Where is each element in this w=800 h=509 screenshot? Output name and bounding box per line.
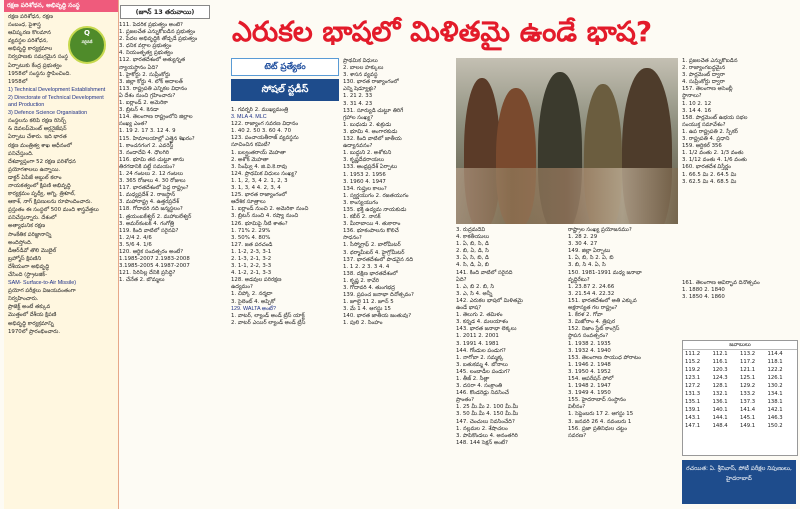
- article-line: సాంకేతిక పరిజ్ఞానాన్ని: [8, 231, 52, 238]
- badge-letter: Q: [84, 29, 90, 37]
- question-line: 120. ఆర్థిక సంవత్సరం అంటే?: [119, 249, 184, 255]
- answer-item: 113.2: [740, 351, 756, 357]
- quiz-badge: [68, 26, 106, 64]
- question-line: 3. ఎ, సి 4. అన్నీ: [456, 290, 493, 297]
- question-line: 128. అడవుల పరిరక్షణ: [231, 277, 282, 284]
- questions-column-3: [343, 58, 453, 507]
- question-line: ఏ దేశం నుంచి గ్రహించారు?: [119, 92, 176, 99]
- question-line: 3. శాసన వ్యవస్థ: [343, 72, 378, 79]
- question-line: 135. భక్తి ఉద్యమ నాయకుడు: [343, 206, 407, 213]
- question-line: 1. ప్రజలచేత ఎన్నుకోబడిన ప్రభుత్వం: [119, 29, 196, 36]
- question-line: 1. నాగోబా 2. సమ్మక్క: [456, 354, 504, 361]
- question-line: సంఖ్య ఎంత?: [119, 121, 148, 128]
- question-line: తిరగడానికి పట్టే సమయం?: [119, 163, 175, 170]
- questions-column-5: [568, 227, 678, 507]
- question-line: విలీనం?: [568, 404, 586, 411]
- question-line: 141. కింది వాటిలో సరైనది: [456, 269, 513, 276]
- question-line: 1. 1, 2, 3, 4 2. 1, 2, 3: [231, 177, 288, 184]
- question-line: 3. 50% 4. 80%: [231, 234, 271, 241]
- question-line: 122. రాజ్యాంగ సవరణ విధానం: [231, 121, 299, 128]
- question-line: 1. జూలై 11 2. జూన్ 5: [343, 299, 394, 306]
- question-line: 1. 23.87 2. 24.66: [568, 283, 615, 290]
- answer-item: 127.2: [685, 383, 701, 389]
- answer-item: 131.3: [685, 391, 701, 397]
- answer-item: 132.1: [712, 391, 728, 397]
- question-line: 3. ఏ, సి, బి, డి: [456, 255, 489, 262]
- question-line: వృద్ధిరేటు?: [568, 276, 590, 283]
- answer-key-box: [682, 340, 798, 456]
- question-line: 1. పులి 2. సింహం: [343, 320, 383, 327]
- answer-item: 129.2: [740, 383, 756, 389]
- question-line: 3. భూమి 4. అంగారకుడు: [343, 128, 398, 135]
- question-line: 3. 30 4. 27: [568, 241, 598, 248]
- article-line: సంబంధ, పైశాస్త్ర: [8, 22, 41, 29]
- question-line: 2. అశోక్ మెహతా: [231, 156, 269, 163]
- answer-item: 115.2: [685, 359, 701, 365]
- article-line: నిర్వహణకు సమగ్రమైన సంస్థ: [8, 54, 68, 61]
- question-line: 146. కొండరెడ్లు నివసించే: [456, 390, 509, 397]
- question-line: 127. జత పరచండి: [231, 241, 273, 248]
- question-line: 138. దక్షిణ భారతదేశంలో: [343, 270, 398, 277]
- answer-item: 122.2: [767, 367, 783, 373]
- question-line: 1. 1/2 వంతు 2. 1/3 వంతు: [682, 150, 744, 157]
- question-line: 3. మే 1 4. ఆగస్టు 15: [343, 306, 391, 313]
- question-line: 2. బి, ఏ, డి, సి: [456, 248, 489, 255]
- question-line: 134. గుప్తుల కాలం?: [343, 185, 387, 192]
- article-line: 1958లో సంస్థను స్థాపించింది.: [8, 70, 71, 77]
- question-line: 1. 19 2. 17 3. 12 4. 9: [119, 128, 176, 135]
- question-line: 118. గోదావరి నది జన్మస్థలం?: [119, 206, 183, 213]
- question-line: 3. అమర్‌కంటక్ 4. గంగోత్రి: [119, 220, 175, 227]
- question-line: 1. 1946 2. 1948: [568, 361, 611, 368]
- subject-label: సోషల్ స్టడీస్: [231, 79, 339, 101]
- article-line: డాక్టర్ ఏపీజే అబ్దుల్ కలాం: [8, 174, 62, 181]
- question-line: 144. గోండుల పండుగ?: [456, 347, 506, 354]
- question-line: 3. కాంస్యయుగం: [343, 199, 379, 206]
- question-line: 125. భారత రాజ్యాంగంలో: [231, 192, 287, 199]
- question-line: 1. 10 2. 12: [682, 100, 712, 107]
- question-line: 3. 1960 4. 1947: [343, 178, 386, 185]
- question-line: 1. తీజ్ 2. సీత్లా: [456, 375, 490, 382]
- question-line: సూచించిన కమిటీ?: [231, 142, 271, 149]
- article-line: దేశీయంగా అభివృద్ధి: [8, 263, 50, 270]
- special-label: టెట్ ప్రత్యేకం: [231, 58, 339, 76]
- article-line: & డెవలప్‌మెంట్ ఆర్గనైజేషన్: [8, 126, 67, 133]
- question-line: 1. సీస్మోగ్రాఫ్ 2. బారోమీటర్: [343, 242, 401, 249]
- question-line: గ్రహాల సంఖ్య?: [343, 114, 374, 121]
- answer-item: 133.2: [740, 391, 756, 397]
- question-line: 3. బి, సి 4. ఏ, సి: [568, 262, 606, 269]
- question-line: 3. MLA 4. MLC: [231, 114, 267, 121]
- answer-item: 139.1: [685, 407, 701, 413]
- answer-item: 137.3: [740, 399, 756, 405]
- page-headline: ఎరుకల భాషలో మిళితమై ఉండే భాష?: [232, 15, 653, 48]
- article-line: SAM- Surface-to-Air Missile): [8, 280, 76, 287]
- question-line: 1. చిప్కో 2. నర్మదా: [231, 291, 273, 298]
- question-line: 140. భారత జాతీయ జంతువు?: [343, 313, 412, 320]
- question-line: 155. హైదరాబాద్ సంస్థానం: [568, 397, 626, 404]
- article-line: రక్షణ పరిశోధన, రక్షణ: [8, 14, 53, 20]
- article-line: డీఆర్‌డీవో తొలి మొబైల్: [8, 247, 57, 254]
- answer-item: 130.2: [767, 383, 783, 389]
- article-line: ప్రస్తుతం ఈ సంస్థలో 500 మంది శాస్త్రవేత్తలు: [8, 207, 99, 214]
- question-line: 113. రాష్ట్రపతి ఎన్నికల విధానం: [119, 85, 187, 92]
- article-line: నాయకత్వంలో క్షిపణి అభివృద్ధి: [8, 182, 71, 189]
- answer-item: 134.1: [767, 391, 783, 397]
- question-line: 1. గవర్నర్ 2. ముఖ్యమంత్రి: [231, 107, 289, 113]
- answer-item: 119.2: [685, 367, 701, 373]
- article-line: ప్రాజెక్ట్ అంటే తక్కువ: [8, 304, 51, 311]
- question-line: 1. 2011 2. 2001: [456, 333, 499, 340]
- answer-item: 128.1: [712, 383, 728, 389]
- article-line: బ్రహ్మోస్ క్షిపణిని: [8, 255, 42, 262]
- question-line: 1. కేరళ 2. గోవా: [568, 312, 603, 319]
- question-line: 3. బ్రిటన్ 4. కెనడా: [119, 107, 159, 114]
- continuation-tag: (జూన్ 13 తరువాయి): [120, 5, 210, 19]
- question-line: 3. 62.5 మి 4. 68.5 మి: [682, 178, 737, 185]
- question-line: 1. తెలుగు 2. తమిళం: [456, 312, 503, 319]
- question-line: 1. ఏ, బి, సి 2. ఏ, బి: [568, 255, 614, 262]
- article-line: 1) Technical Development Establishment: [8, 86, 106, 93]
- photo-cloth: [456, 168, 678, 224]
- question-line: 2. పేదల అభివృద్ధికి తోడ్పడే ప్రభుత్వం: [119, 36, 198, 43]
- tribal-women-photo: [456, 58, 678, 224]
- article-line: ఏర్పాటు చేశారు. ఇది భారత: [8, 134, 67, 141]
- question-line: సాధనం?: [343, 235, 362, 242]
- answer-item: 142.1: [767, 407, 783, 413]
- question-line: 152. నిజాం స్టేట్ కాంగ్రెస్: [568, 326, 620, 333]
- question-line: 161. తెలంగాణ ఆవిర్భావ దినోత్సవం: [682, 280, 760, 286]
- question-line: 2. వాటర్ ఎయిర్ ల్యాండ్ అండ్ ట్రీస్: [231, 319, 306, 326]
- question-line: 1. బల్వంతరాయ్ మెహతా: [231, 149, 286, 156]
- article-line: దేశవ్యాప్తంగా 52 రక్షణ పరిశోధన: [8, 158, 76, 165]
- answer-item: 121.1: [740, 367, 756, 373]
- question-line: 1. 1938 2. 1935: [568, 340, 611, 347]
- answer-item: 117.2: [740, 359, 756, 365]
- answer-item: 120.3: [712, 367, 728, 373]
- question-line: 1. ఐర్లాండ్ నుంచి 2. అమెరికా నుంచి: [231, 206, 309, 213]
- article-line: చేసింది (స్ట్రాటజిక్-: [8, 272, 48, 278]
- question-line: 158. పార్లమెంట్ ఉభయ సభల: [682, 114, 748, 121]
- question-line: 1. ఏ, బి, సి, డి: [456, 241, 489, 248]
- answer-item: 125.1: [740, 375, 756, 381]
- question-line: 116. భూమి తన చుట్టూ తాను: [119, 156, 185, 163]
- article-line: సంస్థలను కలిపి రక్షణ రిసెర్చ్: [8, 118, 67, 125]
- questions-column-6: [682, 58, 796, 278]
- article-line: ప్రయోగ పరీక్షలు విజయవంతంగా: [8, 288, 76, 295]
- answer-item: 150.2: [767, 423, 783, 429]
- question-line: 3. 1932 4. 1940: [568, 347, 611, 354]
- question-line: అక్షరాస్యత గల రాష్ట్రం?: [568, 305, 618, 312]
- question-line: 143. భారత జనాభా లెక్కలు: [456, 326, 517, 333]
- question-line: 4. కాకతీయులు: [456, 234, 490, 241]
- question-line: 3. 1991 4. 1981: [456, 340, 499, 347]
- question-line: స్థాపన సంవత్సరం?: [568, 333, 609, 340]
- question-line: 2. రాజ్యాంగబద్ధమైన: [682, 65, 726, 72]
- answer-item: 124.3: [712, 375, 728, 381]
- question-line: ఆదేశిక సూత్రాలు: [231, 199, 266, 206]
- question-line: 1. స్వర్ణయుగం 2. రజతయుగం: [343, 192, 409, 199]
- question-line: 111. పేదరిక ప్రభుత్వం అంటే?: [119, 22, 183, 28]
- question-line: 3. 14 4. 16: [682, 107, 712, 114]
- question-line: 1. 1948 2. 1947: [568, 383, 611, 390]
- question-line: 150. 1981-1991 మధ్య జనాభా: [568, 269, 642, 276]
- questions-column-2: [231, 107, 341, 507]
- answer-item: 135.1: [685, 399, 701, 405]
- question-line: 115. హిమాలయాల్లో ఎత్తైన శిఖరం?: [119, 135, 195, 142]
- article-line: కార్యక్రమం పృథ్వీ, అగ్ని, త్రిశూల్,: [8, 191, 76, 198]
- question-line: 3. రాష్ట్రపతి 4. ప్రధాని: [682, 136, 730, 143]
- question-line: 3. జిల్లా కోర్టు 4. లోక్ అదాలత్: [119, 78, 183, 85]
- question-line: 154. ఆపరేషన్ పోలో: [568, 375, 614, 382]
- badge-caption: సరైనదే: [81, 39, 93, 44]
- sidebar-header: రక్షణ పరిశోధన, అభివృద్ధి సంస్థ: [4, 0, 118, 12]
- question-line: 3. నందాదేవి 4. ధౌలగిరి: [119, 149, 169, 156]
- question-line: 1. 71% 2. 29%: [231, 227, 271, 234]
- question-line: 1. 24 గంటలు 2. 12 గంటలు: [119, 170, 184, 177]
- question-line: 1. సెప్టెంబరు 17 2. ఆగస్టు 15: [568, 411, 634, 418]
- answer-item: 144.1: [712, 415, 728, 421]
- question-line: 151. భారతదేశంలో అతి ఎక్కువ: [568, 297, 637, 304]
- question-line: 1.1985-2007 2.1983-2008: [119, 256, 190, 263]
- question-line: 1. కాంచనగంగ 2. ఎవరెస్ట్: [119, 142, 174, 149]
- answer-item: 146.3: [767, 415, 783, 421]
- answer-item: 138.1: [767, 399, 783, 405]
- article-line: అభివృద్ధి కార్యక్రమాన్ని: [8, 320, 54, 327]
- question-line: 157. తెలంగాణ అసెంబ్లీ: [682, 86, 733, 93]
- question-line: ప్రాంతం?: [456, 397, 475, 404]
- question-line: 1. ఉప రాష్ట్రపతి 2. స్పీకర్: [682, 128, 738, 135]
- question-line: 136. భూకంపాలను కొలిచే: [343, 228, 399, 235]
- question-line: 3. 50 మీ.మీ 4. 150 మీ.మీ: [456, 411, 519, 418]
- question-line: 3. 5/6 4. 1/6: [119, 241, 152, 248]
- question-line: 133. ఆంధ్రప్రదేశ్ ఏర్పాటు: [343, 164, 398, 171]
- question-line: 3. బతుకమ్మ 4. బోనాలు: [456, 361, 508, 368]
- answer-key-grid: [683, 350, 797, 431]
- article-line: రక్షణ మంత్రిత్వ శాఖ ఆధీనంలో: [8, 142, 72, 149]
- article-line: పనిచేస్తున్నారు. దేశంలో: [8, 215, 57, 222]
- answer-item: 126.1: [767, 375, 783, 381]
- question-line: 1. 1953 2. 1956: [343, 171, 386, 178]
- question-line: 3. కృష్ణదేవరాయలు: [343, 157, 384, 164]
- question-line: 112. భారతదేశంలో అత్యున్నత: [119, 57, 186, 64]
- question-line: 1. 25 మీ.మీ 2. 100 మీ.మీ: [456, 404, 519, 411]
- answer-item: 148.4: [712, 423, 728, 429]
- question-line: 3. 1/12 వంతు 4. 1/6 వంతు: [682, 157, 747, 164]
- question-line: 3. మిజోరాం 4. త్రిపుర: [568, 319, 616, 326]
- question-line: 1. కబీర్ 2. నానక్: [343, 214, 381, 221]
- question-line: 126. భూమిపై నీటి శాతం?: [231, 220, 288, 227]
- question-line: 1. 21 2. 33: [343, 93, 373, 100]
- sidebar-body: [4, 12, 118, 339]
- question-line: 119. కింది వాటిలో సరైనవి?: [119, 227, 179, 234]
- question-line: 3. కన్నడ 4. మలయాళం: [456, 319, 509, 326]
- question-line: 1. 2/4 2. 4/6: [119, 234, 152, 241]
- questions-column-1: [119, 22, 229, 507]
- article-line: 1958లో: [8, 78, 28, 85]
- question-line: 3. మీరాబాయి 4. తుకారాం: [343, 221, 401, 228]
- question-line: 117. భారతదేశంలో పెద్ద రాష్ట్రం?: [119, 185, 189, 192]
- question-line: 3. 1949 4. 1950: [568, 390, 611, 397]
- question-line: 1. ప్రజలచేత ఎన్నుకోబడిన: [682, 58, 738, 64]
- question-line: 159. ఆర్టికల్ 356: [682, 143, 722, 150]
- question-line: 1. ఐర్లాండ్ 2. అమెరికా: [119, 100, 168, 107]
- question-line: 3. థర్మామీటర్ 4. హైగ్రోమీటర్: [343, 249, 405, 256]
- question-line: 3. మహారాష్ట్ర 4. ఉత్తరప్రదేశ్: [119, 199, 179, 206]
- author-credit: రచయిత: ఏ. శ్రీనివాస్, పోటీ పరీక్షల నిపుణులు, హైదరాబాద్: [682, 460, 796, 504]
- question-line: 3. 365 రోజులు 4. 30 రోజులు: [119, 178, 186, 185]
- question-line: 3. బ్రిటన్ నుంచి 4. రష్యా నుంచి: [231, 213, 299, 220]
- question-line: 114. తెలంగాణ రాష్ట్రంలోని జిల్లాల: [119, 114, 193, 121]
- question-line: 156. ప్రజా ప్రతినిధుల చట్టం: [568, 425, 627, 432]
- answer-item: 145.1: [740, 415, 756, 421]
- question-line: 131. సూర్యుడి చుట్టూ తిరిగే: [343, 107, 404, 114]
- question-line: 3. 21.54 4. 22.32: [568, 290, 615, 297]
- question-line: ప్రాథమిక విధులు: [343, 58, 378, 64]
- question-line: 148. 144 సెక్షన్ అంటే?: [456, 439, 508, 446]
- question-line: 3. 31 4. 23: [343, 100, 373, 107]
- question-line: స్థానాలు?: [682, 93, 702, 100]
- question-line: 153. తెలంగాణ సాయుధ పోరాటం: [568, 354, 641, 361]
- answer-item: 116.1: [712, 359, 728, 365]
- questions-column-6-continued: [682, 280, 796, 338]
- article-line: 2) Directorate of Technical Development and Production: [8, 94, 104, 109]
- article-line: అత్యాధునిక రక్షణ: [8, 223, 46, 230]
- special-feature-box: [231, 58, 339, 104]
- question-line: 3. జనవరి 26 4. నవంబరు 1: [568, 418, 632, 425]
- article-line: అందిస్తోంది.: [8, 239, 33, 246]
- questions-column-4: [456, 227, 566, 507]
- question-line: 1. కృష్ణ 2. కావేరి: [343, 277, 379, 284]
- answer-item: 114.4: [767, 351, 783, 357]
- answer-item: 112.1: [712, 351, 728, 357]
- question-line: 1. నల్లమల 2. శేషాచలం: [456, 425, 508, 432]
- question-line: 1. 28 2. 29: [568, 234, 598, 241]
- question-line: రాష్ట్రాల సంఖ్య ప్రయోజనము?: [568, 227, 632, 233]
- question-line: 1. 1880 2. 1840: [682, 287, 725, 294]
- article-line: అభివృద్ధి కార్యక్రమాల: [8, 46, 53, 53]
- answer-item: 140.1: [712, 407, 728, 413]
- question-line: సవరణ?: [568, 432, 587, 439]
- question-line: 1. 1 2. 2 3. 3 4. 4: [343, 263, 390, 270]
- question-line: 1. బుధుడు 2. శుక్రుడు: [343, 121, 392, 128]
- answer-item: 136.1: [712, 399, 728, 405]
- question-line: 147. చెంచులు నివసించేది?: [456, 418, 515, 425]
- question-line: 3. 1, 3, 4 4. 2, 3, 4: [231, 185, 281, 192]
- question-line: 137. భారతదేశంలో పొడవైన నది: [343, 256, 414, 263]
- answer-item: 149.1: [740, 423, 756, 429]
- question-line: 1. వాటర్, ల్యాండ్ అండ్ ట్రీస్ యాక్ట్: [231, 312, 305, 319]
- question-line: సంయుక్త సమావేశం?: [682, 121, 726, 128]
- answer-item: 147.1: [685, 423, 701, 429]
- question-line: 3. సైలెంట్ 4. అప్పికో: [231, 298, 276, 305]
- article-line: ఏర్పాటుకు కేంద్ర ప్రభుత్వం: [8, 62, 62, 69]
- article-line: ఆకాశ్, నాగ్ క్షిపణులను రూపొందించారు.: [8, 199, 93, 206]
- question-line: 1. ఎ, బి 2. బి, సి: [456, 283, 495, 290]
- article-line: మొత్తంలో దేశీయ క్షిపణి: [8, 312, 57, 319]
- question-line: 1. బుద్ధుని 2. అశోకుని: [343, 150, 392, 157]
- question-line: 3. రుద్రమదేవి: [456, 227, 486, 233]
- question-line: 4. 1-2, 2-1, 3-3: [231, 270, 272, 277]
- answer-item: 143.1: [685, 415, 701, 421]
- question-line: 132. కింది వాటిలో జాతీయ: [343, 136, 402, 143]
- question-line: 3. 1850 4. 1860: [682, 294, 725, 301]
- question-line: 3. పాపికొండలు 4. అనంతగిరి: [456, 432, 518, 439]
- question-line: 4. సి, డి, ఏ, బి: [456, 262, 489, 269]
- question-line: 130. భారత రాజ్యాంగంలో: [343, 79, 399, 86]
- question-line: 4. సుప్రీంకోర్టు ద్వారా: [682, 79, 725, 86]
- article-line: నిర్వహించారు.: [8, 296, 39, 303]
- question-line: 123. పంచాయతీరాజ్ వ్యవస్థను: [231, 135, 299, 142]
- question-line: 3. దసరా 4. సంక్రాంతి: [456, 383, 503, 390]
- question-line: 3. గోదావరి 4. తుంగభద్ర: [343, 285, 395, 291]
- question-line: 2. 1-3, 2-1, 3-2: [231, 255, 272, 262]
- question-line: 1. చేనేత 2. బొమ్మలు: [119, 277, 165, 284]
- question-line: 139. ప్రపంచ జనాభా దినోత్సవం?: [343, 292, 414, 299]
- question-line: 3. 1950 4. 1952: [568, 368, 611, 375]
- question-line: ఎన్ని షెడ్యూళ్లు?: [343, 86, 377, 93]
- question-line: 149. జిల్లా ఏర్పాటు: [568, 248, 611, 255]
- question-line: 3. 1-1, 2-2, 3-3: [231, 263, 272, 270]
- question-line: 160. భారతదేశ విస్తీర్ణం: [682, 164, 731, 171]
- question-line: ఉద్యానవనం?: [343, 143, 373, 150]
- answer-key-title: జవాబులు: [683, 341, 797, 350]
- article-line: పనిచేస్తుంది.: [8, 150, 34, 157]
- question-line: న్యాయస్థానం ఏది?: [119, 64, 159, 71]
- question-line: 1. 1-2, 2-3, 3-1: [231, 248, 272, 255]
- article-line: ప్రయోగశాలలు ఉన్నాయి.: [8, 166, 61, 173]
- question-line: ఏది?: [456, 276, 467, 283]
- article-line: 1970లో ప్రారంభించారు.: [8, 328, 61, 335]
- question-line: 3.1985-2005 4.1987-2007: [119, 263, 190, 270]
- question-line: 4. నియంతృత్వ ప్రభుత్వం: [119, 50, 173, 57]
- question-line: 129. WALTA అంటే?: [231, 305, 276, 312]
- question-line: 142. ఎరుకల భాషలో మిళితమై: [456, 297, 523, 304]
- question-line: 1. 40 2. 50 3. 60 4. 70: [231, 128, 292, 135]
- sidebar-article: [4, 0, 119, 509]
- article-line: ఆవిష్కరణ కొలమాన: [8, 30, 51, 37]
- question-line: 1. 66.5 మి 2. 64.5 మి: [682, 171, 737, 178]
- question-line: 124. ప్రాథమిక విధులు సంఖ్య?: [231, 170, 298, 177]
- article-line: వ్యవస్థల పరిశోధన,: [8, 38, 49, 45]
- question-line: 1. మధ్యప్రదేశ్ 2. రాజస్థాన్: [119, 192, 176, 199]
- question-line: 1. హైకోర్టు 2. సుప్రీంకోర్టు: [119, 71, 171, 78]
- question-line: 145. లంబాడీల పండుగ?: [456, 368, 510, 375]
- article-line: 3) Defence Science Organisation: [8, 110, 88, 117]
- question-line: 2. బాలల హక్కులు: [343, 65, 384, 72]
- question-line: 3. పార్లమెంట్ ద్వారా: [682, 72, 726, 79]
- answer-item: 118.1: [767, 359, 783, 365]
- answer-item: 111.2: [685, 351, 701, 357]
- question-line: 3. ధనిక వర్గాల ప్రభుత్వం: [119, 43, 172, 50]
- question-line: ఉండే భాష?: [456, 305, 482, 312]
- answer-item: 123.1: [685, 375, 701, 381]
- question-line: 1. త్రయంబకేశ్వర్ 2. మహాబలేశ్వర్: [119, 213, 192, 220]
- question-line: 121. సిరిసిల్ల దేనికి ప్రసిద్ధి?: [119, 270, 176, 277]
- question-line: ఉద్యమం?: [231, 284, 253, 291]
- question-line: 3. సింఘ్వీ 4. జి.వి.కె.రావు: [231, 163, 288, 170]
- answer-item: 141.4: [740, 407, 756, 413]
